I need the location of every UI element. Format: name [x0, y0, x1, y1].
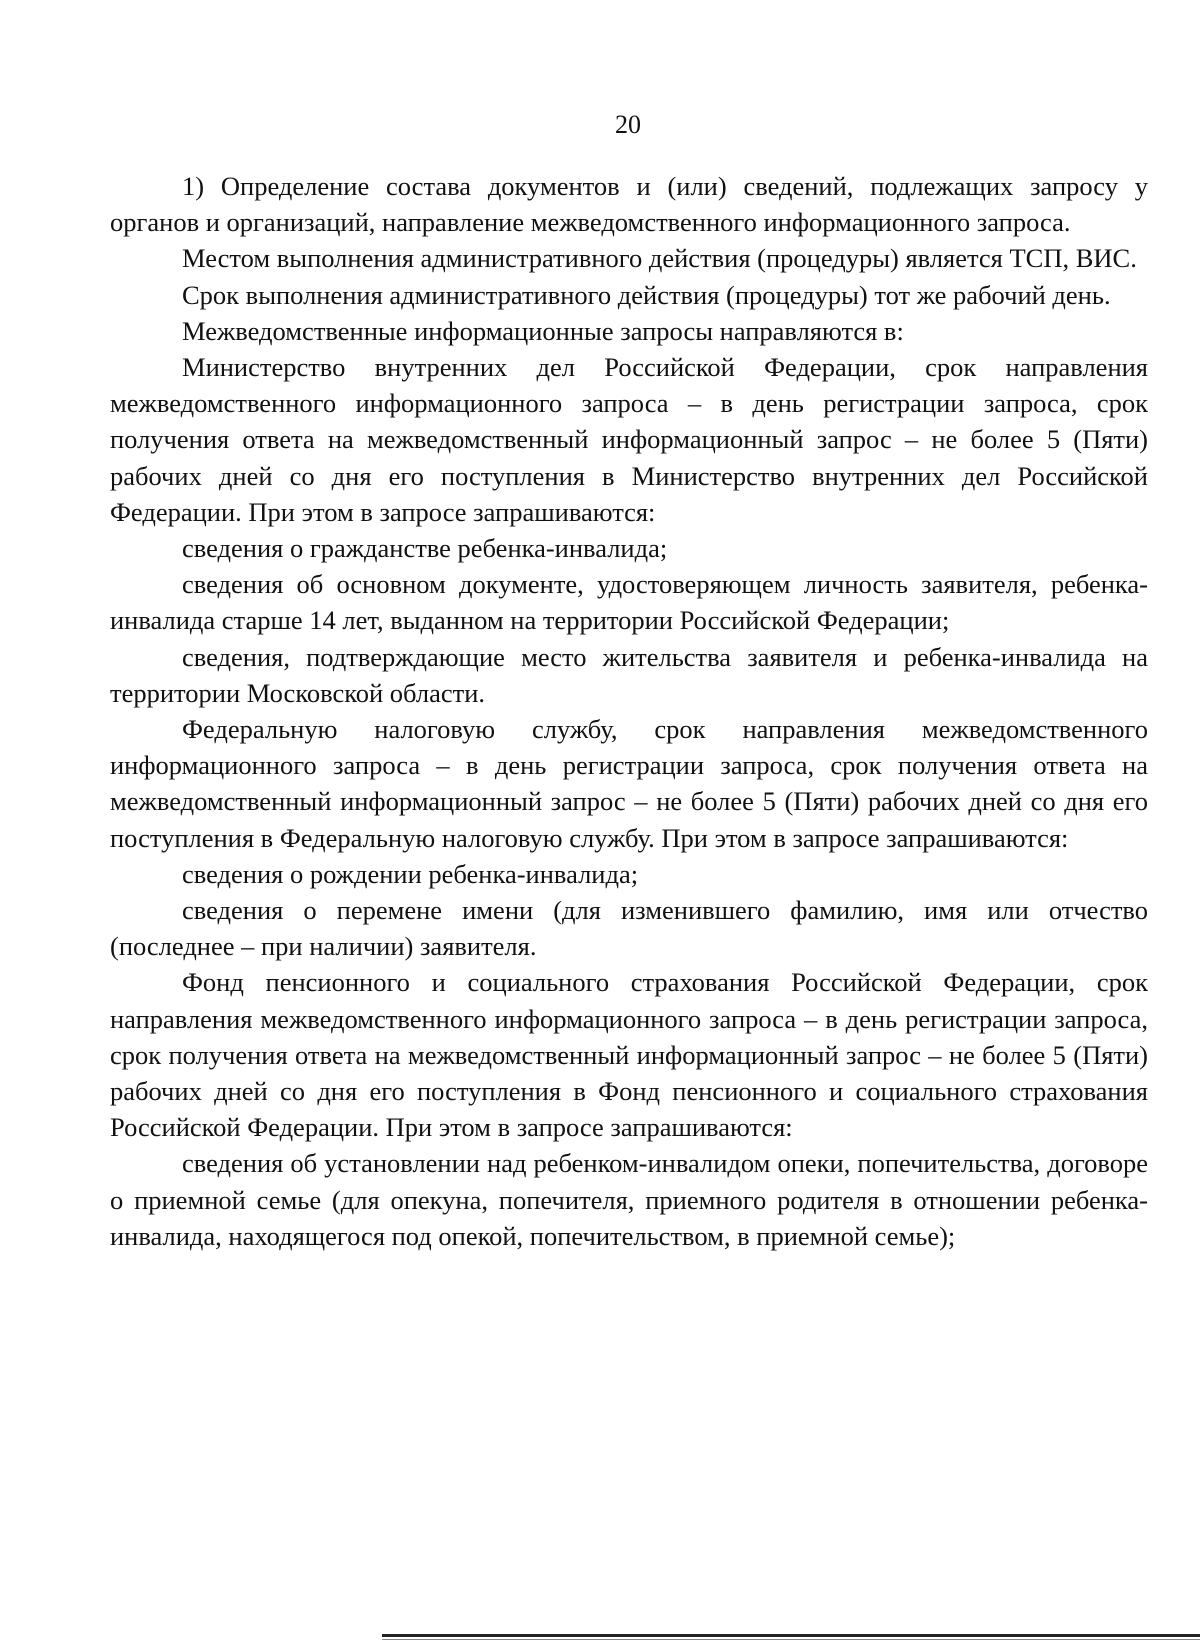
paragraph-sfr: Фонд пенсионного и социального страхования Российской Федерации, срок направления межведомственного информационного запроса – в день регистрации запроса, срок получения ответа на межведомственный информационный запрос – не более 5 (Пяти) рабочих дней со дня его поступления в Фонд пенсионного и социального страхования Российской Федерации. При этом в запросе запрашиваются: — [110, 967, 1148, 1143]
paragraph-mvd-citizenship: сведения о гражданстве ребенка-инвалида; — [182, 533, 668, 564]
paragraph-sfr-guardianship: сведения об установлении над ребенком-инвалидом опеки, попечительства, договоре о приемной семье (для опекуна, попечителя, приемного родителя в отношении ребенка-инвалида, находящегося под опекой, попечительством, в приемной семье); — [110, 1148, 1148, 1251]
paragraph-mvd-identity-document: сведения об основном документе, удостоверяющем личность заявителя, ребенка-инвалида старше 14 лет, выданном на территории Российской Федерации; — [110, 569, 1148, 636]
paragraph-item-determination: 1) Определение состава документов и (или) сведений, подлежащих запросу у органов и организаций, направление межведомственного информационного запроса. — [110, 171, 1148, 238]
paragraph-place-of-execution: Местом выполнения административного действия (процедуры) является ТСП, ВИС. — [182, 243, 1137, 274]
paragraph-fns-name-change: сведения о перемене имени (для изменившего фамилию, имя или отчество (последнее – при наличии) заявителя. — [110, 895, 1148, 962]
bottom-scan-edge-shadow — [382, 1639, 1200, 1640]
paragraph-requests-intro: Межведомственные информационные запросы направляются в: — [182, 315, 904, 346]
paragraph-fns: Федеральную налоговую службу, срок направления межведомственного информационного запроса – в день регистрации запроса, срок получения ответа на межведомственный информационный запрос – не более 5 (Пяти) рабочих дней со дня его поступления в Федеральную налоговую службу. При этом в запросе запрашиваются: — [110, 714, 1148, 853]
paragraph-execution-term: Срок выполнения административного действия (процедуры) тот же рабочий день. — [182, 279, 1111, 310]
document-body — [110, 168, 1148, 1254]
paragraph-mvd-residence: сведения, подтверждающие место жительства заявителя и ребенка-инвалида на территории Московской области. — [110, 641, 1148, 708]
paragraph-fns-birth: сведения о рождении ребенка-инвалида; — [182, 858, 639, 889]
paragraph-mvd: Министерство внутренних дел Российской Федерации, срок направления межведомственного информационного запроса – в день регистрации запроса, срок получения ответа на межведомственный информационный запрос – не более 5 (Пяти) рабочих дней со дня его поступления в Министерство внутренних дел Российской Федерации. При этом в запросе запрашиваются: — [110, 352, 1148, 527]
bottom-scan-edge — [382, 1634, 1200, 1637]
page-number: 20 — [615, 110, 641, 139]
